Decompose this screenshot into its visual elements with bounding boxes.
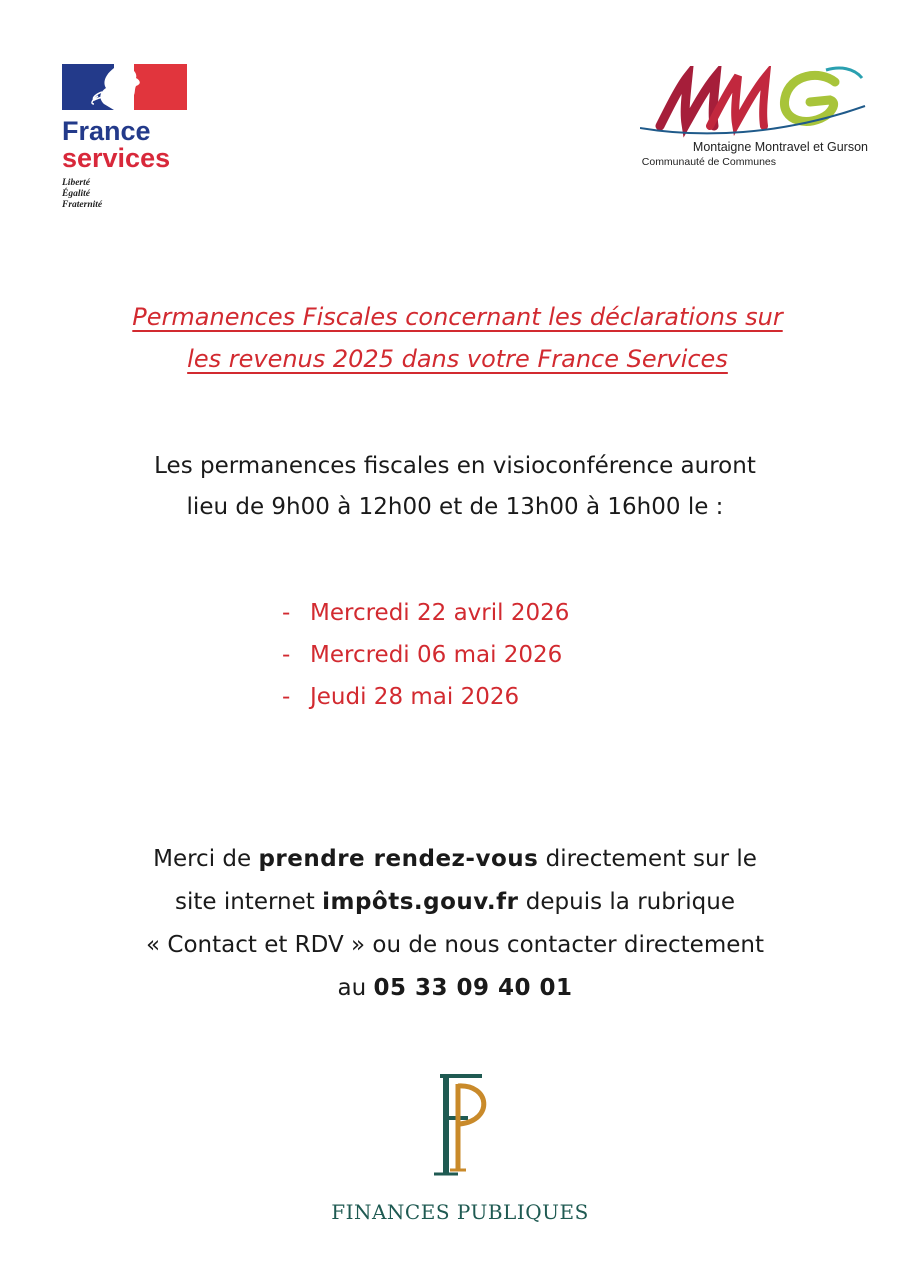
contact-paragraph xyxy=(60,838,850,1010)
contact-line-3: « Contact et RDV » ou de nous contacter directement xyxy=(146,932,764,958)
appointment-emphasis: prendre rendez-vous xyxy=(258,846,539,872)
france-services-logo xyxy=(62,64,192,211)
france-services-line2: services xyxy=(62,143,171,173)
dates-list xyxy=(282,592,569,718)
mmg-caption xyxy=(618,140,868,168)
contact-line-2 xyxy=(60,881,850,924)
france-services-line1: France xyxy=(62,116,151,146)
date-1: Mercredi 22 avril 2026 xyxy=(310,600,570,626)
intro-paragraph xyxy=(60,446,850,528)
contact-line-4 xyxy=(60,967,850,1010)
date-2: Mercredi 06 mai 2026 xyxy=(310,642,563,668)
mmg-monogram-icon xyxy=(640,66,870,141)
contact-line-1 xyxy=(60,838,850,881)
contact-text: directement sur le xyxy=(538,846,757,872)
mmg-name: Montaigne Montravel et Gurson xyxy=(692,140,868,154)
date-3: Jeudi 28 mai 2026 xyxy=(310,684,520,710)
motto-fraternite: Fraternité xyxy=(62,200,103,210)
contact-text: depuis la rubrique xyxy=(518,889,736,915)
list-item: - Mercredi 22 avril 2026 xyxy=(282,600,570,626)
title-line-2: les revenus 2025 dans votre France Services xyxy=(187,345,728,373)
france-services-wordmark xyxy=(62,118,192,172)
title-line-1: Permanences Fiscales concernant les déclarations sur xyxy=(132,303,783,331)
mmg-logo xyxy=(610,66,870,176)
motto-liberte: Liberté xyxy=(62,178,90,188)
motto-egalite: Égalité xyxy=(62,189,90,199)
republic-motto xyxy=(62,178,192,211)
finances-publiques-wordmark: FINANCES PUBLIQUES xyxy=(331,1200,589,1224)
fp-monogram-icon xyxy=(420,1070,500,1180)
contact-text: au xyxy=(337,975,374,1001)
contact-text: site internet xyxy=(174,889,323,915)
marianne-flag-icon xyxy=(62,64,187,110)
page-title xyxy=(60,296,855,380)
intro-line-1: Les permanences fiscales en visioconférence auront xyxy=(154,453,756,479)
contact-text: Merci de xyxy=(153,846,259,872)
list-item: - Mercredi 06 mai 2026 xyxy=(282,642,563,668)
website-emphasis: impôts.gouv.fr xyxy=(322,889,519,915)
list-item: - Jeudi 28 mai 2026 xyxy=(282,684,520,710)
phone-number: 05 33 09 40 01 xyxy=(373,975,573,1001)
intro-line-2: lieu de 9h00 à 12h00 et de 13h00 à 16h00 le : xyxy=(186,494,724,520)
finances-publiques-logo xyxy=(330,1070,590,1235)
mmg-subtitle: Communauté de Communes xyxy=(641,156,776,168)
